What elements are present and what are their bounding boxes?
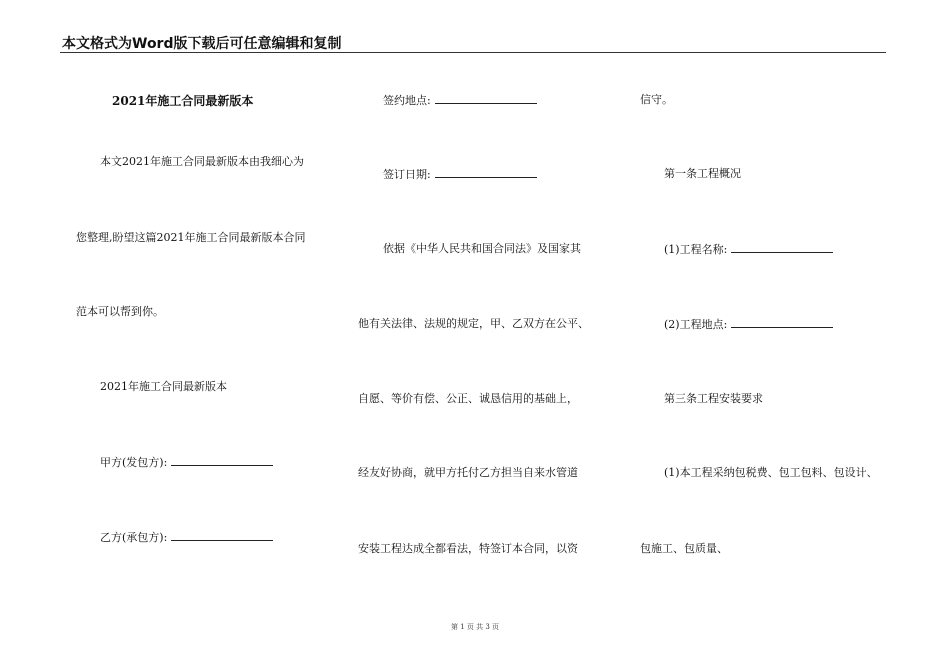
party-a-label: 甲方(发包方): (100, 456, 168, 469)
project-name-field (664, 242, 833, 257)
body-line-5: 安装工程达成全都看法，特签订本合同，以资 (358, 542, 578, 555)
requirement-line-2: 包施工、包质量、 (640, 542, 728, 555)
body-line-3: 自愿、等价有偿、公正、诚恳信用的基础上， (358, 392, 578, 405)
section-1-heading: 第一条工程概况 (664, 167, 741, 180)
body-line-6: 信守。 (640, 93, 673, 106)
sign-date-field (383, 167, 537, 182)
contract-subtitle: 2021年施工合同最新版本 (100, 380, 227, 393)
section-3-heading: 第三条工程安装要求 (664, 392, 763, 405)
sign-place-blank (435, 93, 537, 104)
document-title: 2021年施工合同最新版本 (112, 94, 254, 108)
intro-line-1: 本文2021年施工合同最新版本由我细心为 (100, 155, 304, 168)
project-location-blank (731, 317, 833, 328)
header-title: 本文格式为Word版下载后可任意编辑和复制 (62, 36, 342, 52)
project-name-label: (1)工程名称: (664, 243, 728, 256)
party-b-label: 乙方(承包方): (100, 531, 168, 544)
sign-date-blank (435, 167, 537, 178)
project-location-field (664, 317, 833, 332)
party-a-field (100, 455, 273, 470)
header-divider (60, 52, 886, 53)
intro-line-3: 范本可以帮到你。 (76, 305, 164, 318)
requirement-line-1: (1)本工程采纳包税费、包工包料、包设计、 (664, 466, 878, 479)
party-b-field (100, 530, 273, 545)
project-location-label: (2)工程地点: (664, 318, 728, 331)
project-name-blank (731, 242, 833, 253)
sign-place-label: 签约地点: (383, 94, 431, 107)
page-number: 第 1 页 共 3 页 (450, 623, 500, 631)
body-line-4: 经友好协商，就甲方托付乙方担当自来水管道 (358, 466, 578, 479)
party-a-blank (171, 455, 273, 466)
intro-line-2: 您整理,盼望这篇2021年施工合同最新版本合同 (76, 231, 306, 244)
sign-place-field (383, 93, 537, 108)
body-line-2: 他有关法律、法规的规定，甲、乙双方在公平、 (358, 317, 589, 330)
party-b-blank (171, 530, 273, 541)
body-line-1: 依据《中华人民共和国合同法》及国家其 (383, 242, 581, 255)
sign-date-label: 签订日期: (383, 168, 431, 181)
